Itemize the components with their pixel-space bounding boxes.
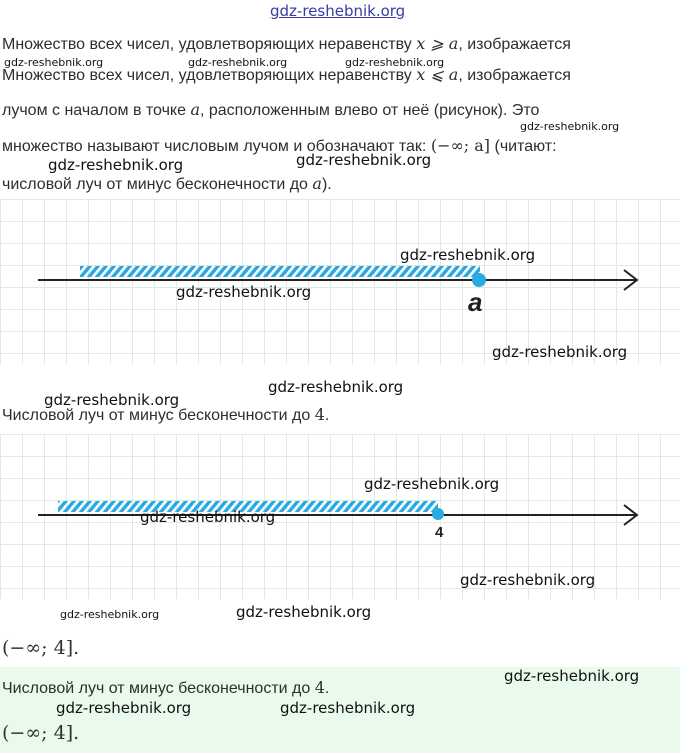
intro-line-4 — [2, 136, 557, 156]
watermark: gdz-reshebnik.org — [268, 378, 404, 396]
intro-line-4-end: (читают: — [490, 138, 557, 155]
intro-line-1 — [2, 34, 571, 54]
inequality-le: x ⩽ a — [416, 65, 459, 84]
watermark: gdz-reshebnik.org — [140, 508, 276, 526]
intro-line-2-text: Множество всех чисел, удовлетворяющих неравенству — [2, 67, 417, 84]
watermark: gdz-reshebnik.org — [60, 608, 160, 621]
intro-line-5-end: ). — [321, 176, 332, 193]
watermark: gdz-reshebnik.org — [492, 343, 628, 361]
intro-line-1-text: Множество всех чисел, удовлетворяющих неравенству — [2, 36, 417, 53]
watermark: gdz-reshebnik.org — [280, 699, 416, 717]
caption-1-end: . — [324, 407, 330, 424]
watermark: gdz-reshebnik.org — [520, 120, 620, 133]
interval-notation-a: (−∞; a] — [430, 136, 491, 155]
watermark: gdz-reshebnik.org — [364, 475, 500, 493]
watermark: gdz-reshebnik.org — [400, 246, 536, 264]
caption-1 — [2, 405, 329, 425]
intro-line-3 — [2, 100, 539, 120]
watermark: gdz-reshebnik.org — [504, 667, 640, 685]
point-a: a — [312, 174, 322, 193]
watermark: gdz-reshebnik.org — [460, 571, 596, 589]
watermark: gdz-reshebnik.org — [236, 603, 372, 621]
caption-1-value: 4 — [314, 405, 325, 424]
intro-line-3-text: лучом с началом в точке — [2, 102, 191, 119]
point-a: a — [190, 100, 200, 119]
answer-text — [2, 678, 329, 698]
point-label-a: a — [468, 287, 483, 317]
answer-text-main: Числовой луч от минус бесконечности до — [2, 680, 315, 697]
point-dot-1 — [472, 273, 486, 287]
point-label-4: 4 — [435, 524, 444, 541]
intro-line-5-text: числовой луч от минус бесконечности до — [2, 176, 313, 193]
number-line-1 — [0, 199, 680, 364]
watermark: gdz-reshebnik.org — [296, 151, 432, 169]
watermark: gdz-reshebnik.org — [44, 391, 180, 409]
watermark-top[interactable]: gdz-reshebnik.org — [270, 2, 406, 20]
watermark: gdz-reshebnik.org — [48, 156, 184, 174]
watermark: gdz-reshebnik.org — [176, 283, 312, 301]
watermark: gdz-reshebnik.org — [188, 56, 288, 69]
answer-text-end: . — [324, 680, 330, 697]
answer-value: 4 — [314, 678, 325, 697]
answer-interval: (−∞; 4]. — [2, 722, 80, 744]
intro-line-2 — [2, 65, 571, 85]
watermark: gdz-reshebnik.org — [56, 699, 192, 717]
intro-line-4-text: множество называют числовым лучом и обозначают так: — [2, 138, 431, 155]
intro-line-2-end: , изображается — [458, 67, 571, 84]
intro-line-1-end: , изображается — [458, 36, 571, 53]
watermark: gdz-reshebnik.org — [345, 56, 445, 69]
interval-notation-4: (−∞; 4]. — [2, 637, 80, 659]
caption-1-text: Числовой луч от минус бесконечности до — [2, 407, 315, 424]
watermark: gdz-reshebnik.org — [4, 56, 104, 69]
intro-line-3-end: , расположенным влево от неё (рисунок). Это — [199, 102, 540, 119]
point-dot-2 — [432, 508, 444, 520]
figure-1-grid — [0, 199, 680, 364]
intro-line-5 — [2, 174, 332, 194]
ray-hatch-1 — [80, 266, 480, 277]
inequality-ge: x ⩾ a — [416, 34, 459, 53]
